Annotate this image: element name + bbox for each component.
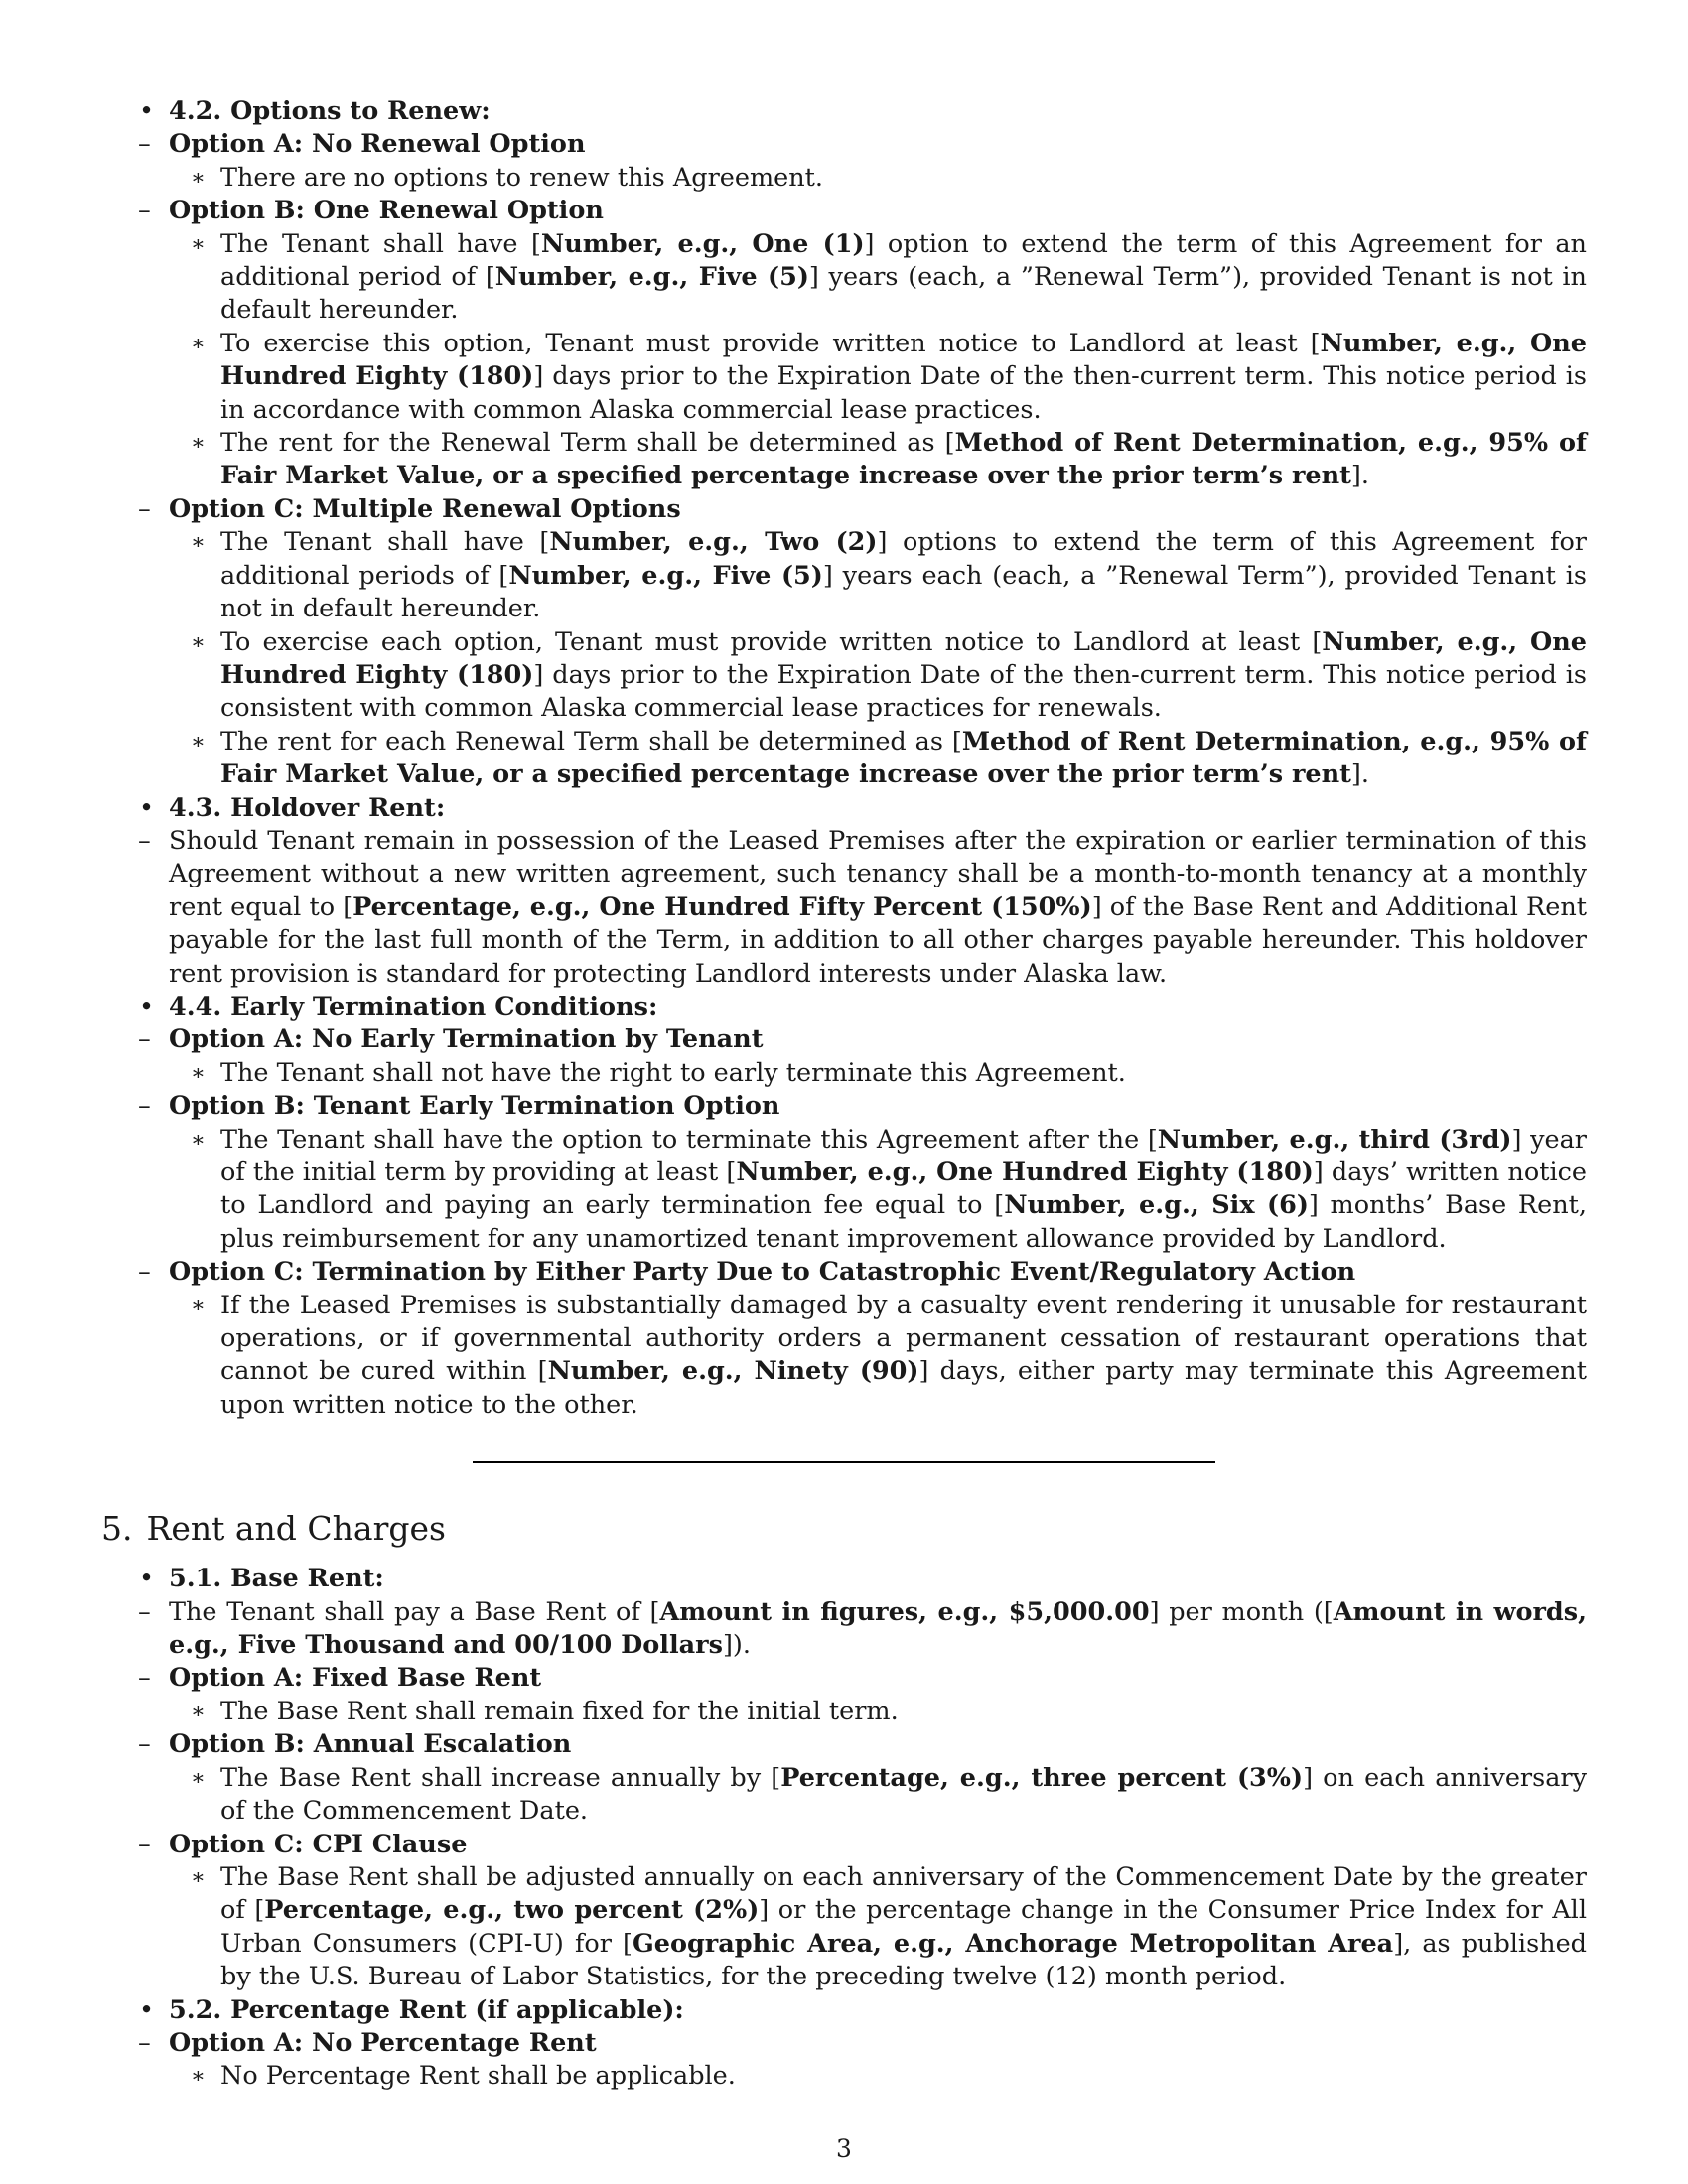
option-item bbox=[169, 1090, 1587, 1256]
option-text: ∗ The Base Rent shall increase annually by [Percentage, e.g., three percent (3%)] on each anniversary of the Commencement Date. bbox=[220, 1762, 1587, 1827]
section-5-title: 5. Rent and Charges bbox=[101, 1509, 446, 1549]
option-text: ∗ The Tenant shall have [Number, e.g., Two (2)] options to extend the term of this Agreement for additional periods of [Number, e.g., Five (5)] years each (each, a ”Renewal Term”), provided Tenant is not in default hereunder. bbox=[220, 527, 1587, 624]
option-heading: Option A: No Renewal Option bbox=[169, 129, 586, 160]
option-text: ∗ The Base Rent shall remain fixed for the initial term. bbox=[220, 1696, 899, 1726]
option-text: ∗ The rent for the Renewal Term shall be determined as [Method of Rent Determination, e.g., 95% of Fair Market Value, or a specified percentage increase over the prior term’s rent]. bbox=[220, 428, 1587, 491]
clause-title: 4.4. Early Termination Conditions: bbox=[169, 991, 658, 1022]
clause-text-item bbox=[169, 825, 1587, 991]
option-heading: Option C: Termination by Either Party Due to Catastrophic Event/Regulatory Action bbox=[169, 1257, 1356, 1288]
option-item bbox=[169, 493, 1587, 792]
option-heading: Option A: No Early Termination by Tenant bbox=[169, 1024, 764, 1055]
option-item bbox=[169, 1728, 1587, 1828]
option-item bbox=[169, 2027, 1587, 2094]
clause-4-2 bbox=[101, 95, 1587, 792]
option-text: ∗ The Tenant shall have the option to terminate this Agreement after the [Number, e.g., third (3rd)] year of the initial term by providing at least [Number, e.g., One Hundred Eighty (180)] days’ written notice to Landlord and paying an early termination fee equal to [Number, e.g., Six (6)] months’ Base Rent, plus reimbursement for any unamortized tenant improvement allowance provided by Landlord. bbox=[220, 1124, 1588, 1254]
option-text: ∗ The rent for each Renewal Term shall be determined as [Method of Rent Determination, e.g., 95% of Fair Market Value, or a specified percentage increase over the prior term’s rent]. bbox=[220, 726, 1587, 790]
option-item bbox=[169, 128, 1587, 195]
option-item bbox=[169, 1662, 1587, 1728]
clause-4-3 bbox=[101, 792, 1587, 991]
option-heading: Option C: Multiple Renewal Options bbox=[169, 493, 681, 524]
clause-title: 5.2. Percentage Rent (if applicable): bbox=[169, 1994, 684, 2025]
option-heading: Option B: Annual Escalation bbox=[169, 1729, 572, 1760]
option-text: ∗ To exercise each option, Tenant must provide written notice to Landlord at least [Number, e.g., One Hundred Eighty (180)] days prior to the Expiration Date of the then-current term. This notice period is consistent with common Alaska commercial lease practices for renewals. bbox=[220, 626, 1587, 724]
clause-title: 4.3. Holdover Rent: bbox=[169, 792, 446, 823]
option-heading: Option C: CPI Clause bbox=[169, 1829, 468, 1859]
section-4-list bbox=[101, 95, 1587, 1422]
clause-text: – Should Tenant remain in possession of the Leased Premises after the expiration or earlier termination of this Agreement without a new written agreement, such tenancy shall be a month-to-month tenancy at a monthly rent equal to [Percentage, e.g., One Hundred Fifty Percent (150%)] of the Base Rent and Additional Rent payable for the last full month of the Term, in addition to all other charges payable hereunder. This holdover rent provision is standard for protecting Landlord interests under Alaska law. bbox=[169, 825, 1587, 989]
clause-title: 5.1. Base Rent: bbox=[169, 1564, 384, 1594]
clause-5-1 bbox=[101, 1563, 1587, 1993]
option-text: ∗ The Tenant shall not have the right to early terminate this Agreement. bbox=[220, 1057, 1126, 1088]
option-text: ∗ No Percentage Rent shall be applicable. bbox=[220, 2061, 736, 2092]
option-text: ∗ To exercise this option, Tenant must provide written notice to Landlord at least [Number, e.g., One Hundred Eighty (180)] days prior to the Expiration Date of the then-current term. This notice period is in accordance with common Alaska commercial lease practices. bbox=[220, 328, 1587, 425]
section-divider bbox=[473, 1461, 1215, 1463]
option-heading: Option A: Fixed Base Rent bbox=[169, 1663, 542, 1694]
option-item bbox=[169, 1024, 1587, 1090]
option-item bbox=[169, 1829, 1587, 1994]
option-text: ∗ The Tenant shall have [Number, e.g., One (1)] option to extend the term of this Agreement for an additional period of [Number, e.g., Five (5)] years (each, a ”Renewal Term”), provided Tenant is not in default hereunder. bbox=[220, 228, 1587, 326]
option-text: ∗ If the Leased Premises is substantially damaged by a casualty event rendering it unusable for restaurant operations, or if governmental authority orders a permanent cessation of restaurant operations that cannot be cured within [Number, e.g., Ninety (90)] days, either party may terminate this Agreement upon written notice to the other. bbox=[220, 1290, 1587, 1420]
clause-5-2 bbox=[101, 1994, 1587, 2094]
section-5-list bbox=[101, 1563, 1587, 2094]
option-heading: Option A: No Percentage Rent bbox=[169, 2027, 597, 2058]
option-heading: Option B: Tenant Early Termination Option bbox=[169, 1091, 780, 1122]
clause-title: 4.2. Options to Renew: bbox=[169, 96, 491, 126]
option-text: ∗ There are no options to renew this Agreement. bbox=[220, 162, 824, 193]
option-item bbox=[169, 1256, 1587, 1422]
option-text: ∗ The Base Rent shall be adjusted annually on each anniversary of the Commencement Date by the greater of [Percentage, e.g., two percent (2%)] or the percentage change in the Consumer Price Index for All Urban Consumers (CPI-U) for [Geographic Area, e.g., Anchorage Metropolitan Area], as published by the U.S. Bureau of Labor Statistics, for the preceding twelve (12) month period. bbox=[220, 1861, 1587, 1992]
option-heading: Option B: One Renewal Option bbox=[169, 196, 604, 226]
page-number: 3 bbox=[836, 2134, 852, 2163]
clause-text-item bbox=[169, 1596, 1587, 1663]
clause-4-4 bbox=[101, 991, 1587, 1422]
document-body bbox=[101, 95, 1587, 2094]
option-item bbox=[169, 195, 1587, 493]
clause-text: – The Tenant shall pay a Base Rent of [Amount in figures, e.g., $5,000.00] per month ([Amount in words, e.g., Five Thousand and 00/100 Dollars]). bbox=[169, 1596, 1587, 1661]
